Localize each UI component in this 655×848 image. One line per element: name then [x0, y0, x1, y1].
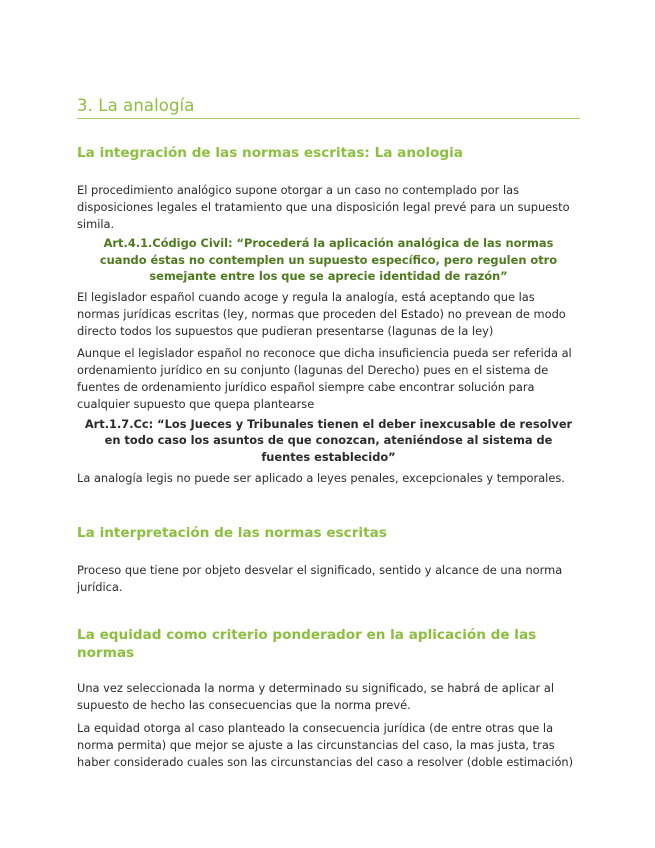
section-analogia [77, 144, 580, 487]
paragraph: Aunque el legislador español no reconoce que dicha insuficiencia pueda ser referida al ordenamiento jurídico en su conjunto (lagunas del Derecho) pues en el sistema de fuentes de ordenamiento jurídico español siempre cabe encontrar solución para cualquier supuesto que quepa plantearse [77, 345, 572, 411]
chapter-title: 3. La analogía [77, 96, 580, 119]
section-title: La equidad como criterio ponderador en la aplicación de las normas [77, 627, 537, 661]
section-equidad [77, 626, 580, 771]
paragraph: Proceso que tiene por objeto desvelar el significado, sentido y alcance de una norma jurídica. [77, 563, 563, 594]
quote-art-4-1: Art.4.1.Código Civil: “Procederá la aplicación analógica de las normas cuando éstas no contemplen un supuesto específico, pero regulen otro semejante entre los que se aprecie identidad de razón” [99, 236, 558, 283]
section-title: La integración de las normas escritas: La anologia [77, 145, 463, 161]
paragraph: La analogía legis no puede ser aplicado a leyes penales, excepcionales y temporales. [77, 471, 565, 485]
paragraph: Una vez seleccionada la norma y determinado su significado, se habrá de aplicar al supuesto de hecho las consecuencias que la norma prevé. [77, 681, 554, 712]
section-interpretacion [77, 524, 580, 596]
quote-art-1-7: Art.1.7.Cc: “Los Jueces y Tribunales tienen el deber inexcusable de resolver en todo caso los asuntos de que conozcan, ateniéndose al sistema de fuentes establecido” [84, 416, 573, 464]
section-title: La interpretación de las normas escritas [77, 525, 387, 541]
paragraph: La equidad otorga al caso planteado la consecuencia jurídica (de entre otras que la norma permita) que mejor se ajuste a las circunstancias del caso, la mas justa, tras haber considerado cuales son las circunstancias del caso a resolver (doble estimación) [77, 721, 574, 769]
paragraph: El legislador español cuando acoge y regula la analogía, está aceptando que las normas jurídicas escritas (ley, normas que proceden del Estado) no prevean de modo directo todos los supuestos que pudieran presentarse (lagunas de la ley) [77, 289, 566, 338]
paragraph: El procedimiento analógico supone otorgar a un caso no contemplado por las disposiciones legales el tratamiento que una disposición legal prevé para un supuesto simila. [77, 183, 570, 231]
